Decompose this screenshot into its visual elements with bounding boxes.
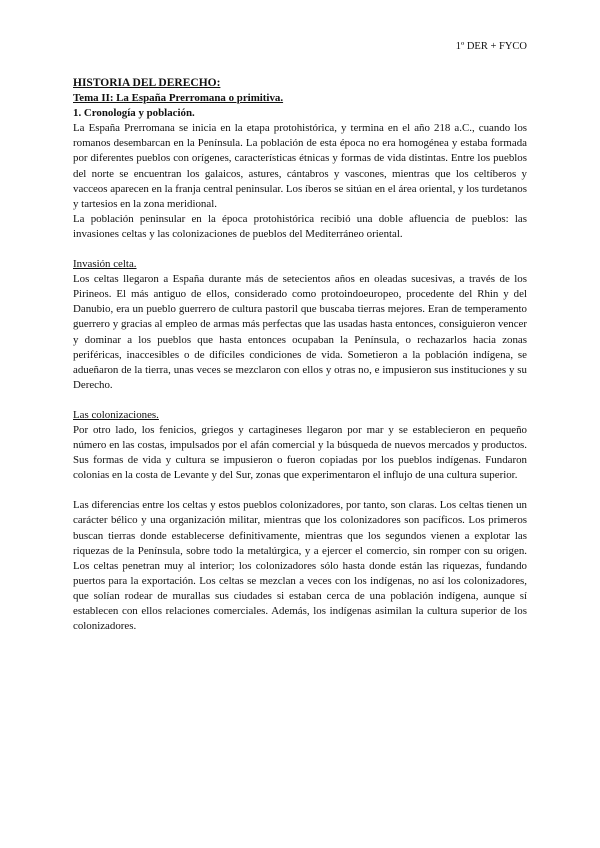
afluencia-paragraph: La población peninsular en la época protohistórica recibió una doble afluencia de pueblos: las invasiones celtas y las colonizaciones de pueblos del Mediterráneo oriental.: [73, 212, 527, 240]
celta-paragraph: Los celtas llegaron a España durante más de setecientos años en oleadas sucesivas, a través de los Pirineos. El más antiguo de ellos, considerado como protoindoeuropeo, procedente del Rhin y del Danubio, era un pueblo guerrero de cultura pastoril que buscaba tierras mejores. Eran de temperamento guerrero y gracias al empleo de armas más perfectas que las usadas hasta entonces, consiguieron vencer y dominar a los pueblos que hasta entonces ocupaban la Península, o rechazarlos hacia zonas periféricas, inaccesibles o de difíciles condiciones de vida. Sometieron a la población indígena, se adueñaron de la tierra, unas veces se mezclaron con ellos y otras no, e impusieron sus instituciones y su Derecho.: [73, 273, 527, 391]
spacer: [73, 393, 527, 408]
spacer: [73, 242, 527, 257]
colonizaciones-subheading: Las colonizaciones.: [73, 408, 159, 421]
course-label: 1º DER + FYCO: [455, 41, 527, 52]
document-body: [73, 76, 527, 634]
section-heading: 1. Cronología y población.: [73, 107, 195, 120]
diferencias-paragraph: Las diferencias entre los celtas y estos pueblos colonizadores, por tanto, son claras. Los celtas tienen un carácter bélico y una organización militar, mientras que los colonizadores son pacíficos. Los primeros buscan tierras donde establecerse definitivamente, mientras que los segundos vienen a explotar las riquezas de la Península, sobre todo la metalúrgica, y a ejercer el comercio, sin romper con su origen. Los celtas penetran muy al interior; los colonizadores sólo hasta donde están las riquezas, fundando puertos para la exportación. Los celtas se mezclan a veces con los indígenas, no así los colonizadores, que solían rodear de murallas sus ciudades si estaban cerca de una población indígena, aunque sí establecen con ellos relaciones comerciales. Además, los indígenas asimilan la cultura superior de los colonizadores.: [73, 499, 527, 633]
spacer: [73, 483, 527, 498]
intro-paragraph: La España Prerromana se inicia en la etapa protohistórica, y termina en el año 218 a.C., cuando los romanos desembarcan en la Península. La población de esta época no era homogénea y estaba formada por diferentes pueblos con orígenes, características étnicas y formas de vida distintas. Entre los pueblos del norte se encuentran los galaicos, astures, cántabros y vascones, mientras que los celtíberos y vacceos aparecen en la franja central peninsular. Los íberos se sitúan en el área oriental, y los turdetanos y tartesios en la zona meridional.: [73, 122, 527, 210]
document-title: HISTORIA DEL DERECHO:: [73, 77, 221, 89]
colonizaciones-paragraph: Por otro lado, los fenicios, griegos y cartagineses llegaron por mar y se establecieron en pequeño número en las costas, impulsados por el afán comercial y la búsqueda de nuevos mercados y productos. Sus formas de vida y cultura se impusieron o fueron copiadas por los pueblos indígenas. Fundaron colonias en la costa de Levante y del Sur, zonas que experimentaron el influjo de una cultura superior.: [73, 423, 527, 482]
topic-heading: Tema II: La España Prerromana o primitiva.: [73, 92, 284, 105]
celta-subheading: Invasión celta.: [73, 258, 137, 271]
